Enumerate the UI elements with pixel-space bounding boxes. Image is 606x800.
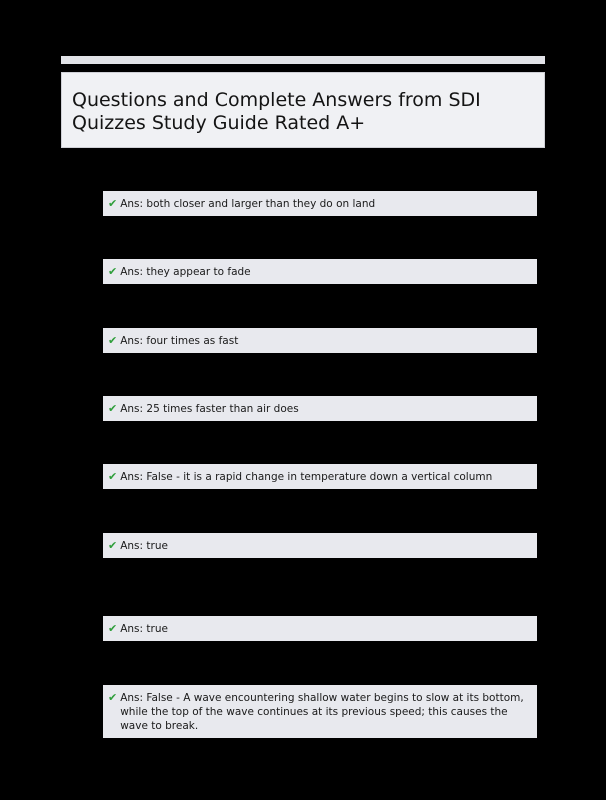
answer-text: Ans: true: [120, 623, 168, 635]
answer-box-7: [103, 616, 537, 641]
check-icon: ✔: [108, 622, 118, 635]
header-rule: [61, 56, 545, 64]
answer-box-6: [103, 533, 537, 558]
check-icon: ✔: [108, 197, 118, 210]
answer-text: Ans: they appear to fade: [120, 266, 251, 278]
answer-box-4: [103, 396, 537, 421]
answer-box-5: [103, 464, 537, 489]
answer-text: Ans: False - it is a rapid change in temperature down a vertical column: [120, 471, 493, 483]
check-icon: ✔: [108, 539, 118, 552]
answer-text: Ans: true: [120, 540, 168, 552]
answer-box-2: [103, 259, 537, 284]
check-icon: ✔: [108, 265, 118, 278]
answer-text: Ans: both closer and larger than they do on land: [120, 198, 376, 210]
page-title: Questions and Complete Answers from SDI Quizzes Study Guide Rated A+: [72, 89, 481, 134]
check-icon: ✔: [108, 334, 118, 347]
answer-box-1: [103, 191, 537, 216]
answer-text: Ans: 25 times faster than air does: [120, 403, 299, 415]
check-icon: ✔: [108, 691, 118, 704]
answer-text: Ans: four times as fast: [120, 335, 239, 347]
answer-text: Ans: False - A wave encountering shallow water begins to slow at its bottom, while the top of the wave continues at its previous speed; this causes the wave to break.: [120, 692, 524, 732]
answer-box-8: [103, 685, 537, 738]
title-box: [61, 72, 545, 148]
check-icon: ✔: [108, 470, 118, 483]
check-icon: ✔: [108, 402, 118, 415]
answer-box-3: [103, 328, 537, 353]
